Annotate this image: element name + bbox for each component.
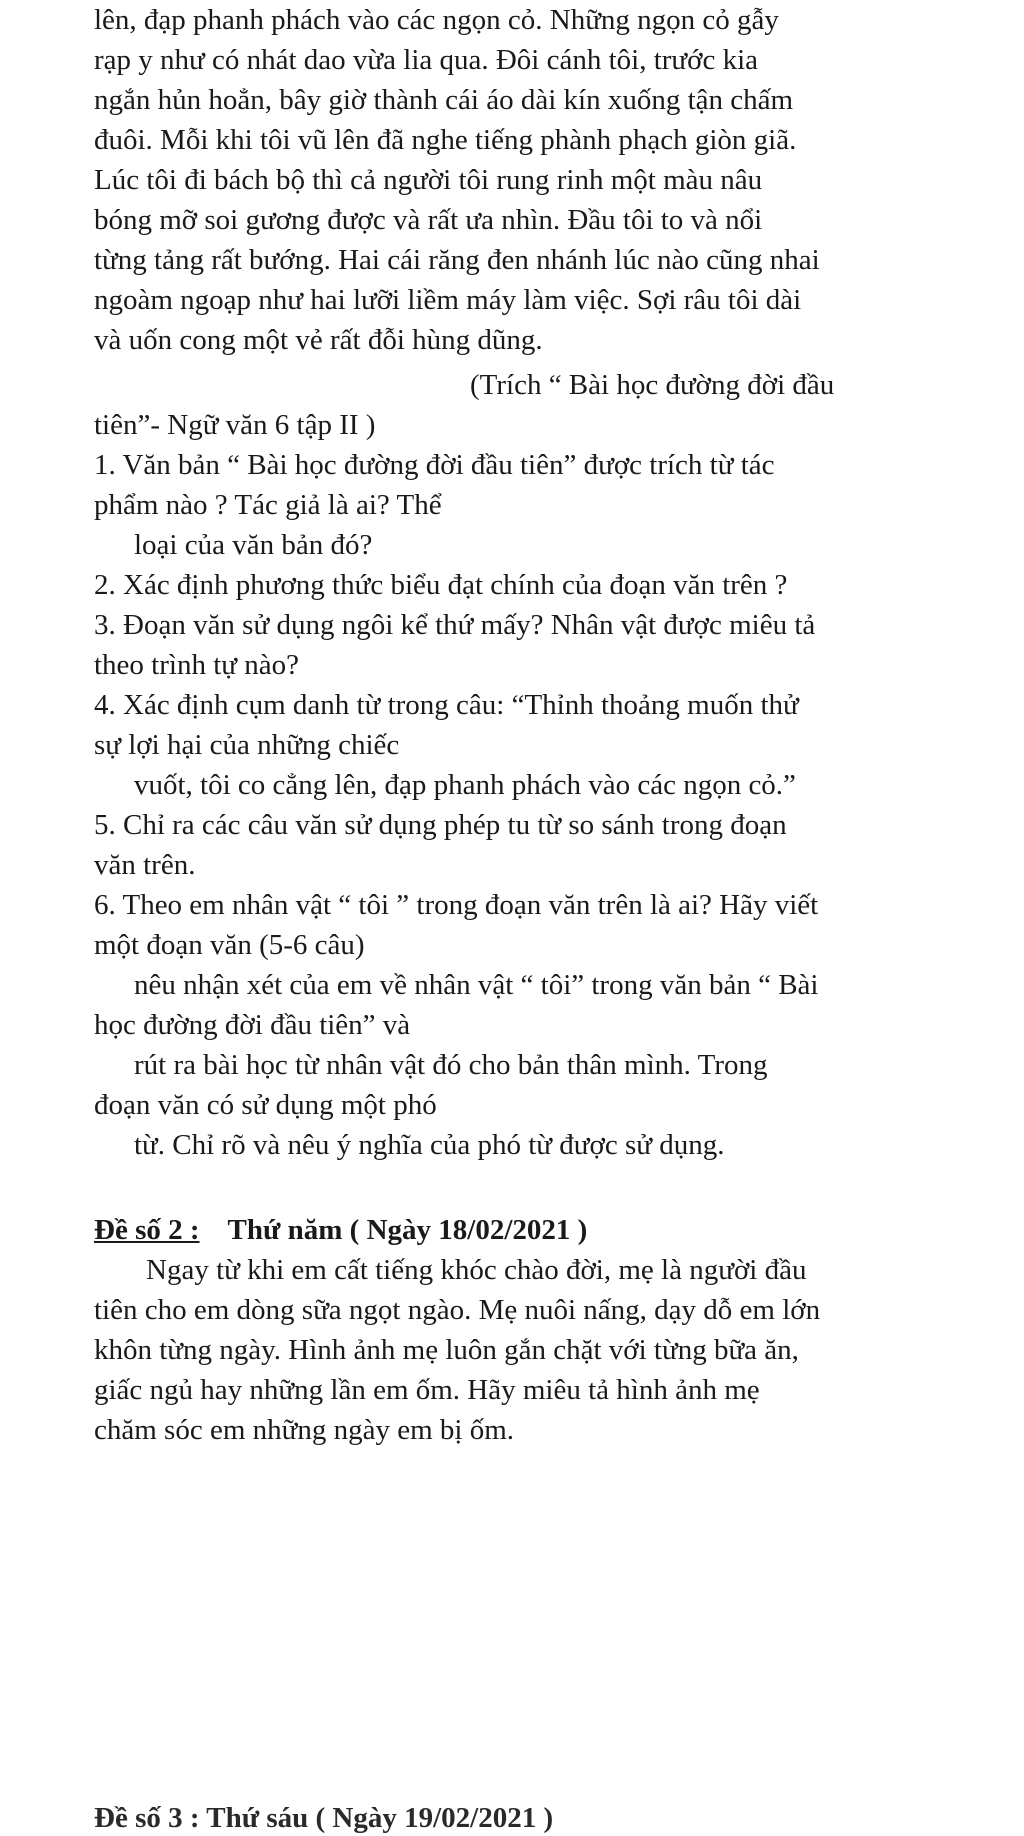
passage-line: từng tảng rất bướng. Hai cái răng đen nhánh lúc nào cũng nhai <box>94 244 820 276</box>
passage-line: và uốn cong một vẻ rất đỗi hùng dũng. <box>94 324 543 356</box>
prompt-line: Ngay từ khi em cất tiếng khóc chào đời, mẹ là người đầu <box>146 1254 807 1286</box>
passage-line: lên, đạp phanh phách vào các ngọn cỏ. Những ngọn cỏ gẫy <box>94 4 779 36</box>
prompt-line: tiên cho em dòng sữa ngọt ngào. Mẹ nuôi nấng, dạy dỗ em lớn <box>94 1294 821 1326</box>
question-line: 4. Xác định cụm danh từ trong câu: “Thỉnh thoảng muốn thử <box>94 689 799 721</box>
question-line: rút ra bài học từ nhân vật đó cho bản thân mình. Trong <box>134 1049 768 1081</box>
question-line: vuốt, tôi co cẳng lên, đạp phanh phách vào các ngọn cỏ.” <box>134 769 796 801</box>
question-line: 3. Đoạn văn sử dụng ngôi kể thứ mấy? Nhân vật được miêu tả <box>94 609 816 641</box>
question-line: một đoạn văn (5-6 câu) <box>94 929 365 961</box>
question-line: học đường đời đầu tiên” và <box>94 1009 411 1041</box>
citation-line: (Trích “ Bài học đường đời đầu <box>470 369 835 401</box>
question-line: từ. Chỉ rõ và nêu ý nghĩa của phó từ được sử dụng. <box>134 1129 725 1161</box>
question-line: 1. Văn bản “ Bài học đường đời đầu tiên” được trích từ tác <box>94 449 775 481</box>
passage-line: ngoàm ngoạp như hai lưỡi liềm máy làm việc. Sợi râu tôi dài <box>94 284 802 316</box>
citation-line: tiên”- Ngữ văn 6 tập II ) <box>94 409 376 441</box>
passage-line: rạp y như có nhát dao vừa lia qua. Đôi cánh tôi, trước kia <box>94 44 759 76</box>
prompt-line: chăm sóc em những ngày em bị ốm. <box>94 1414 515 1446</box>
question-line: nêu nhận xét của em về nhân vật “ tôi” trong văn bản “ Bài <box>134 969 819 1001</box>
passage-line: Lúc tôi đi bách bộ thì cả người tôi rung rinh một màu nâu <box>94 164 763 196</box>
question-line: 2. Xác định phương thức biểu đạt chính của đoạn văn trên ? <box>94 569 788 601</box>
exam2-label: Đề số 2 : <box>94 1214 200 1246</box>
prompt-line: giấc ngủ hay những lần em ốm. Hãy miêu tả hình ảnh mẹ <box>94 1374 760 1406</box>
question-line: loại của văn bản đó? <box>134 529 373 561</box>
question-line: văn trên. <box>94 849 196 881</box>
passage-line: bóng mỡ soi gương được và rất ưa nhìn. Đầu tôi to và nổi <box>94 204 763 236</box>
question-line: sự lợi hại của những chiếc <box>94 729 400 761</box>
question-line: phẩm nào ? Tác giả là ai? Thể <box>94 489 442 521</box>
question-line: 6. Theo em nhân vật “ tôi ” trong đoạn văn trên là ai? Hãy viết <box>94 889 819 921</box>
question-line: theo trình tự nào? <box>94 649 299 681</box>
exam2-title: Thứ năm ( Ngày 18/02/2021 ) <box>227 1214 588 1246</box>
exam2-heading <box>94 1212 587 1248</box>
next-heading-partial: Đề số 3 : Thứ sáu ( Ngày 19/02/2021 ) <box>94 1802 554 1834</box>
passage-line: ngắn hủn hoẳn, bây giờ thành cái áo dài kín xuống tận chấm <box>94 84 794 116</box>
question-line: 5. Chỉ ra các câu văn sử dụng phép tu từ so sánh trong đoạn <box>94 809 787 841</box>
passage-line: đuôi. Mỗi khi tôi vũ lên đã nghe tiếng phành phạch giòn giã. <box>94 124 797 156</box>
prompt-line: khôn từng ngày. Hình ảnh mẹ luôn gắn chặt với từng bữa ăn, <box>94 1334 799 1366</box>
question-line: đoạn văn có sử dụng một phó <box>94 1089 437 1121</box>
